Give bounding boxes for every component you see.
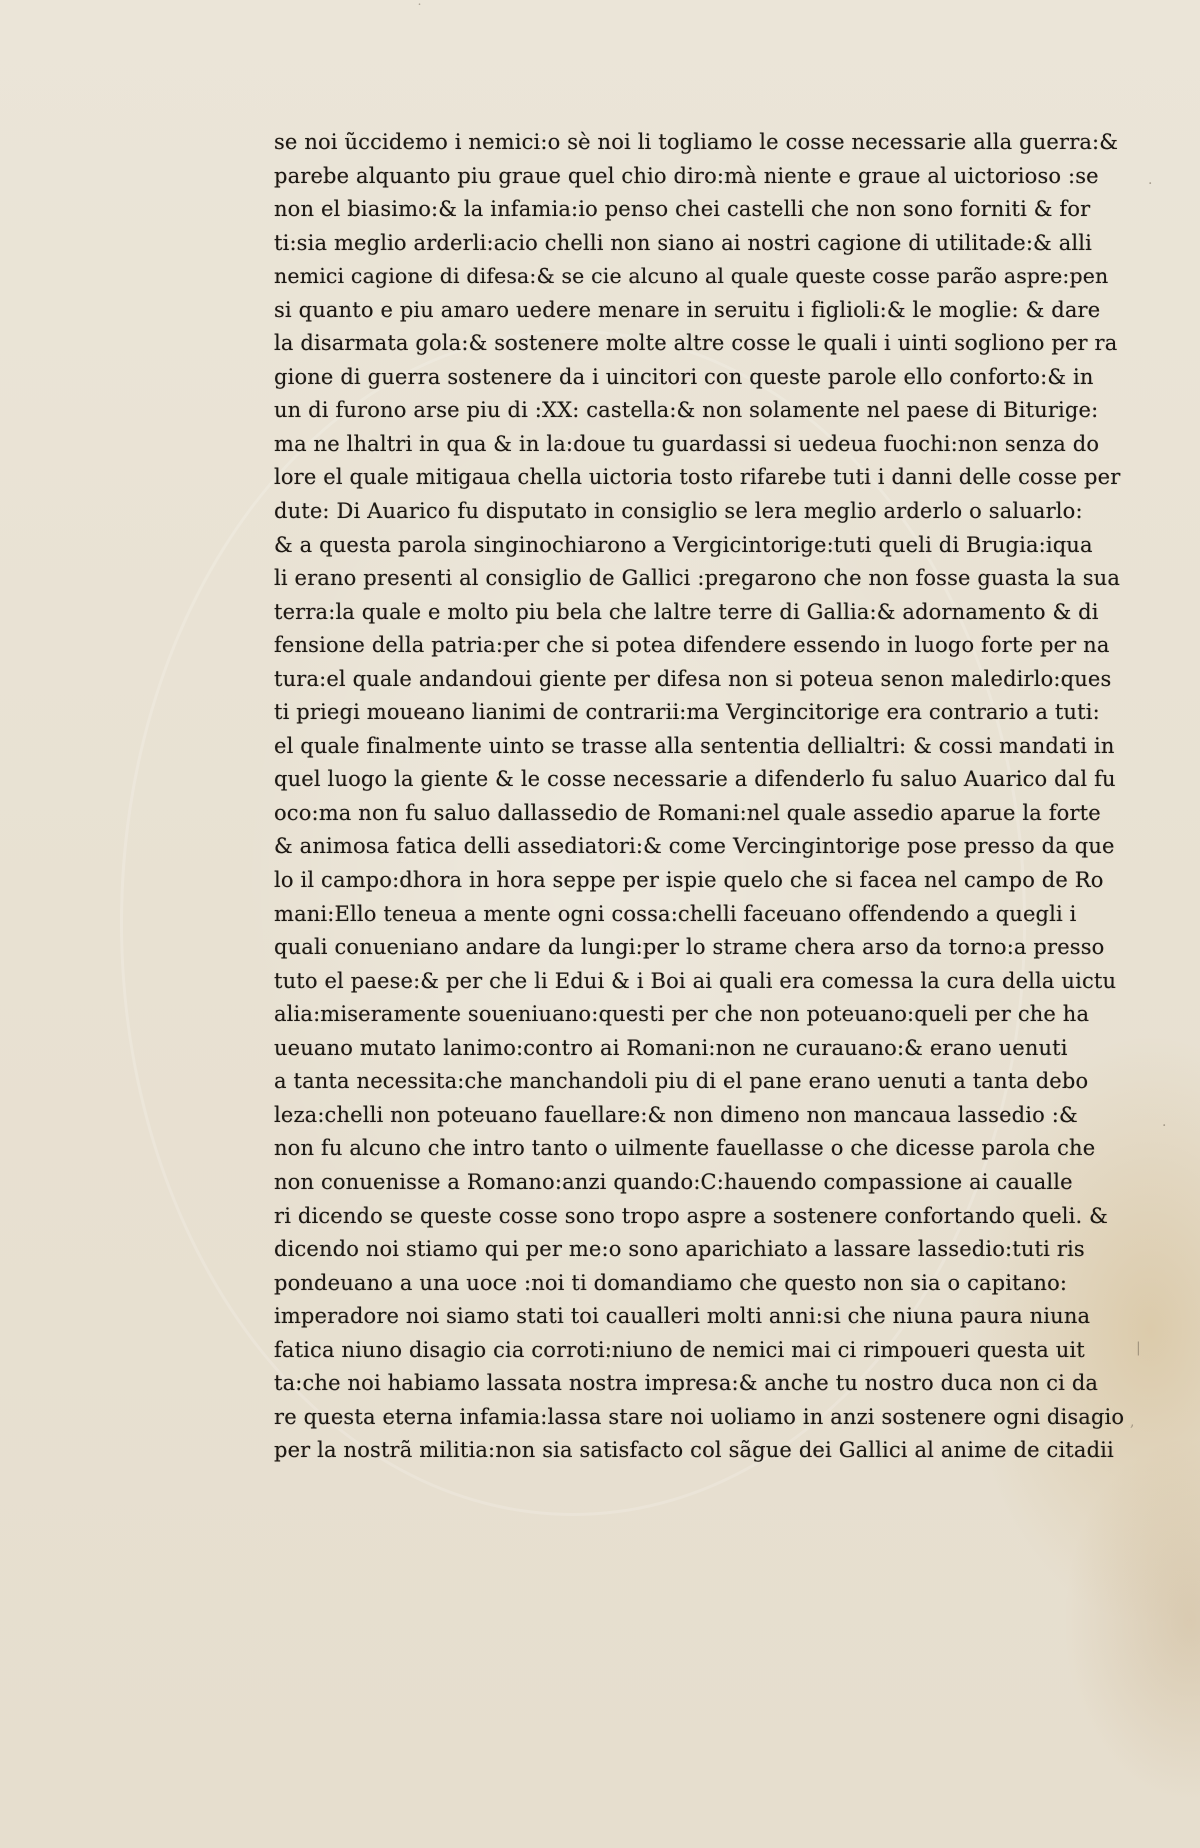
text-line: a tanta necessita:che manchandoli piu di el pane erano uenuti a tanta debo: [274, 1069, 1089, 1094]
text-line: tuto el paese:& per che li Edui & i Boi ai quali era comessa la cura della uictu: [274, 968, 1117, 993]
printed-text-block: [274, 126, 1126, 1468]
text-line: lore el quale mitigaua chella uictoria tosto rifarebe tuti i danni delle cosse per: [274, 465, 1121, 490]
text-line: alia:miseramente soueniuano:questi per che non poteuano:queli per che ha: [274, 1002, 1090, 1027]
ink-speck: ˙: [416, 2, 423, 18]
text-line: leza:chelli non poteuano fauellare:& non dimeno non mancaua lassedio :&: [274, 1102, 1078, 1127]
text-line: dute: Di Auarico fu disputato in consiglio se lera meglio arderlo o saluarlo:: [274, 499, 1083, 524]
text-line: un di furono arse piu di :XX: castella:& non solamente nel paese di Biturige:: [274, 398, 1099, 423]
text-line: & animosa fatica delli assediatori:& come Vercingintorige pose presso da que: [274, 834, 1115, 859]
text-line: dicendo noi stiamo qui per me:o sono aparichiato a lassare lassedio:tuti ris: [274, 1237, 1085, 1262]
text-line: oco:ma non fu saluo dallassedio de Romani:nel quale assedio aparue la forte: [274, 800, 1101, 825]
text-line: re questa eterna infamia:lassa stare noi uoliamo in anzi sostenere ogni disagio: [274, 1404, 1125, 1429]
text-line: ri dicendo se queste cosse sono tropo aspre a sostenere confortando queli. &: [274, 1203, 1108, 1228]
text-line: ta:che noi habiamo lassata nostra impresa:& anche tu nostro duca non ci da: [274, 1371, 1099, 1396]
text-line: non fu alcuno che intro tanto o uilmente fauellasse o che dicesse parola che: [274, 1136, 1096, 1161]
text-line: quali conueniano andare da lungi:per lo strame chera arso da torno:a presso: [274, 935, 1105, 960]
text-line: si quanto e piu amaro uedere menare in seruitu i figlioli:& le moglie: & dare: [274, 297, 1101, 322]
text-line: parebe alquanto piu graue quel chio diro:mà niente e graue al uictorioso :se: [274, 163, 1099, 188]
text-line: gione di guerra sostenere da i uincitori con queste parole ello conforto:& in: [274, 364, 1094, 389]
text-line: ma ne lhaltri in qua & in la:doue tu guardassi si uedeua fuochi:non senza do: [274, 431, 1100, 456]
text-line: quel luogo la giente & le cosse necessarie a difenderlo fu saluo Auarico dal fu: [274, 767, 1116, 792]
text-line: lo il campo:dhora in hora seppe per ispie quelo che si facea nel campo de Ro: [274, 868, 1104, 893]
text-line: mani:Ello teneua a mente ogni cossa:chelli faceuano offendendo a quegli i: [274, 901, 1077, 926]
text-line: fatica niuno disagio cia corroti:niuno de nemici mai ci rimpoueri questa uit: [274, 1337, 1085, 1362]
text-line: se noi ũccidemo i nemici:o sè noi li togliamo le cosse necessarie alla guerra:&: [274, 130, 1119, 154]
text-line: tura:el quale andandoui giente per difesa non si poteua senon maledirlo:ques: [274, 666, 1112, 691]
ink-speck: |: [1136, 1340, 1141, 1356]
text-line: li erano presenti al consiglio de Gallici :pregarono che non fosse guasta la sua: [274, 566, 1121, 591]
text-line: fensione della patria:per che si potea difendere essendo in luogo forte per na: [274, 633, 1110, 658]
text-line: per la nostrã militia:non sia satisfacto col sãgue dei Gallici al anime de citadii: [274, 1438, 1114, 1463]
text-line: non conuenisse a Romano:anzi quando:C:hauendo compassione ai caualle: [274, 1169, 1073, 1194]
text-line: ueuano mutato lanimo:contro ai Romani:non ne curauano:& erano uenuti: [274, 1035, 1068, 1060]
ink-speck: ·: [1162, 1118, 1167, 1134]
text-line: nemici cagione di difesa:& se cie alcuno al quale queste cosse parão aspre:pen: [274, 264, 1109, 289]
text-line: la disarmata gola:& sostenere molte altre cosse le quali i uinti sogliono per ra: [274, 331, 1118, 356]
text-line: el quale finalmente uinto se trasse alla sententia dellialtri: & cossi mandati in: [274, 733, 1115, 758]
text-line: pondeuano a una uoce :noi ti domandiamo che questo non sia o capitano:: [274, 1270, 1068, 1295]
ink-speck: ,: [1130, 1414, 1135, 1430]
text-line: ti priegi moueano lianimi de contrarii:ma Vergincitorige era contrario a tuti:: [274, 700, 1100, 725]
text-line: imperadore noi siamo stati toi caualleri molti anni:si che niuna paura niuna: [274, 1304, 1091, 1329]
text-line: non el biasimo:& la infamia:io penso chei castelli che non sono forniti & for: [274, 197, 1091, 222]
ink-speck: ·: [1148, 176, 1153, 192]
text-line: terra:la quale e molto piu bela che laltre terre di Gallia:& adornamento & di: [274, 599, 1099, 624]
text-line: & a questa parola singinochiarono a Vergicintorige:tuti queli di Brugia:iqua: [274, 532, 1093, 557]
text-line: ti:sia meglio arderli:acio chelli non siano ai nostri cagione di utilitade:& alli: [274, 230, 1092, 255]
